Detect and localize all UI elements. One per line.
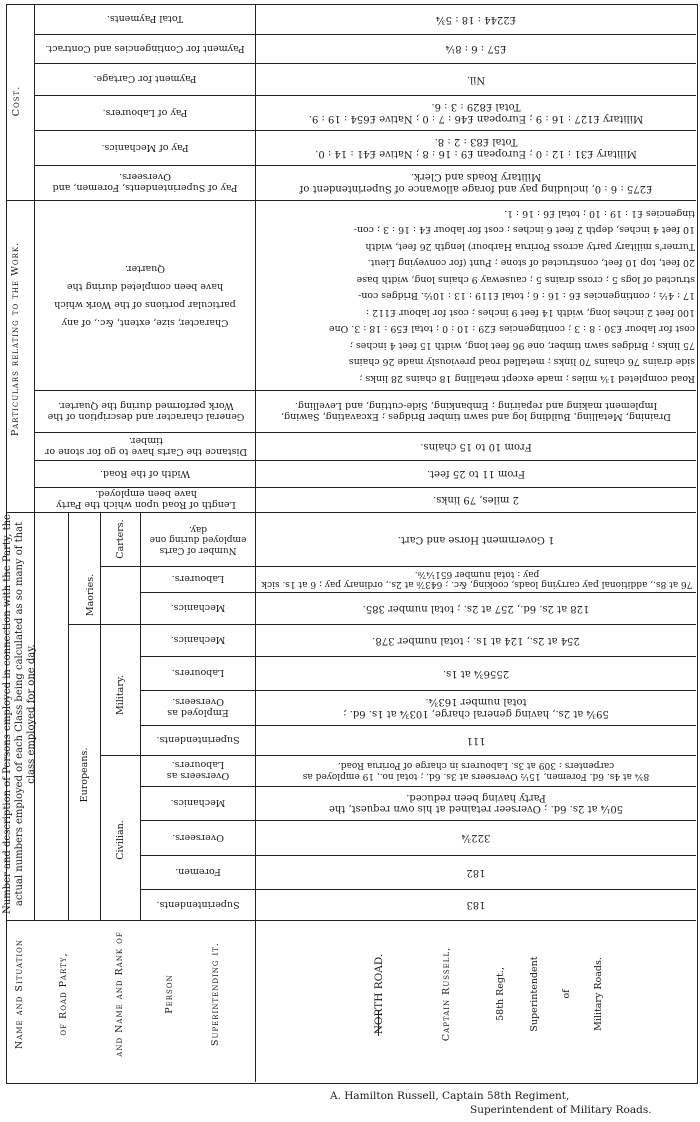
persons-section-title: Number and description of Persons employed in connection with the Party, the actual numbers employed of each Class being calculated as so many of that class employed for one day. bbox=[2, 514, 37, 914]
civilian-overseers-value: 322¾ bbox=[461, 832, 491, 844]
captain-line-3: Superintendent bbox=[528, 956, 540, 1032]
work-character-label: Character, size, extent, &c., of any particular portions of the Work which have been completed during the Quarter. bbox=[54, 263, 236, 328]
length-value: 2 miles, 79 links. bbox=[433, 494, 519, 506]
general-character-label: General character and description of the Work performed during the Quarter. bbox=[47, 400, 245, 422]
carters-label: Carters. bbox=[114, 519, 126, 559]
military-labourers-label: Labourers. bbox=[171, 667, 225, 679]
total-payments-value: £2244 : 18 : 5¾ bbox=[435, 13, 517, 25]
captain-line-1: Captain Russell, bbox=[440, 946, 452, 1042]
military-mechanics-value: 254 at 2s., 124 at 1s. ; total number 378. bbox=[372, 634, 580, 646]
road-name: NORTH ROAD. bbox=[373, 953, 386, 1035]
carts-label: Number of Carts employed during one day. bbox=[149, 523, 247, 555]
civilian-foremen-label: Foremen. bbox=[175, 866, 221, 878]
cost-section-title: Cost. bbox=[10, 85, 22, 117]
name-header-4: Person bbox=[163, 974, 175, 1014]
military-superintendents-value: 111 bbox=[466, 734, 486, 746]
distance-value: From 10 to 15 chains. bbox=[420, 440, 532, 452]
superintendents-pay-value: £275 : 6 : 0, including pay and forage allowance of Superintendent of Military Roads and Clerk. bbox=[299, 171, 653, 194]
maories-label: Maories. bbox=[84, 573, 96, 617]
captain-line-4: of bbox=[560, 989, 572, 999]
name-header-2: of Road Party, bbox=[57, 952, 69, 1036]
civilian-foremen-value: 182 bbox=[466, 866, 486, 878]
contingencies-label: Payment for Contingencies and Contract. bbox=[45, 43, 245, 54]
military-mechanics-label: Mechanics. bbox=[170, 634, 226, 646]
civilian-overseers-labourers-label: Overseers as Labourers. bbox=[166, 759, 230, 782]
maori-labourers-label: Labourers. bbox=[171, 573, 225, 585]
europeans-label: Europeans. bbox=[78, 747, 90, 803]
captain-line-5: Military Roads. bbox=[592, 957, 604, 1031]
mechanics-pay-label: Pay of Mechanics. bbox=[101, 142, 189, 153]
width-value: From 11 to 25 feet. bbox=[426, 468, 526, 480]
road-rule bbox=[378, 1010, 380, 1036]
captain-line-2: 58th Regt., bbox=[494, 967, 506, 1021]
civilian-superintendents-value: 183 bbox=[466, 899, 486, 911]
cartage-label: Payment for Cartage. bbox=[93, 73, 197, 85]
signature-line-1: A. Hamilton Russell, Captain 58th Regiment, bbox=[330, 1090, 570, 1102]
military-overseers-label: Employed as Overseers. bbox=[167, 696, 229, 719]
carts-value: 1 Government Horse and Cart. bbox=[397, 533, 555, 545]
superintendents-pay-label: Pay of Superintendents, Foremen, and Overseers. bbox=[52, 171, 238, 194]
total-payments-label: Total Payments. bbox=[106, 13, 184, 25]
civilian-superintendents-label: Superintendents. bbox=[156, 899, 240, 910]
maori-mechanics-value: 128 at 2s. 6d., 257 at 2s. ; total number 385. bbox=[362, 602, 590, 614]
military-superintendents-label: Superintendents. bbox=[156, 734, 240, 746]
labourers-pay-label: Pay of Labourers. bbox=[102, 107, 188, 118]
width-label: Width of the Road. bbox=[99, 468, 191, 479]
mechanics-pay-value: Military £31 : 12 : 0 ; European £9 : 16 : 8 ; Native £41 : 14 : 0. Total £83 : 2 : 8. bbox=[315, 136, 637, 159]
work-character-value: Road completed 1¾ miles ; made except metalling 18 chains 28 links ; side drains 76 chains 70 links ; metalled road previously made 26 chains 75 links ; Bridges sawn timber, one 96 feet long, width 15 feet 4 inches ; cost for labour £30 : 8 : 3 ; contingencies £29 : 10 : 0 ; total £59 : 18 : 3. One 100 feet 2 inches long, width 14 feet 9 inches ; cost for labour £112 : 17 : 4½ ; contingencies £6 : 16 : 6 ; total £119 : 13 : 10½. Bridges con- structed of logs 5 ; cross drains 5 ; causeway 9 chains long, width base 20 feet, top 10 feet, constructed of stone ; Punt (for conveying Lieut. Turner's military party across Porirua Harbour) length 26 feet, width 10 feet 4 inches, depth 2 feet 6 inches ; cost for labour £4 : 16 : 3 ; con- tingencies £1 : 19 : 10 ; total £6 : 16 : 1. bbox=[328, 207, 695, 384]
military-overseers-value: 59¾ at 2s., having general charge, 103¾ at 1s. 6d. ; total number 163¾. bbox=[343, 696, 609, 719]
civilian-mechanics-label: Mechanics. bbox=[170, 797, 226, 809]
name-header-5: Superintending it. bbox=[209, 942, 221, 1046]
particulars-section-title: Particulars relating to the Work. bbox=[9, 241, 21, 437]
maori-mechanics-label: Mechanics. bbox=[170, 602, 226, 614]
maori-labourers-value: 76 at 8s., additional pay carrying loads, cooking, &c. ; 643⅞ at 2s., ordinary pay ; 6 at 1s. sick pay : total number 651¼⅞. bbox=[261, 569, 693, 590]
name-header-1: Name and Situation bbox=[13, 938, 25, 1050]
civilian-overseers-label: Overseers. bbox=[172, 832, 224, 843]
labourers-pay-value: Military £127 : 16 : 9 ; European £46 : 7 : 0 ; Native £654 : 19 : 9. Total £829 : 3 : 6. bbox=[308, 101, 644, 124]
signature-line-2: Superintendent of Military Roads. bbox=[470, 1104, 652, 1116]
distance-label: Distance the Carts have to go for stone or timber. bbox=[44, 435, 248, 457]
military-labourers-value: 2556¾ at 1s. bbox=[442, 667, 510, 679]
name-header-3: and Name and Rank of bbox=[113, 931, 125, 1057]
length-label: Length of Road upon which the Party have been employed. bbox=[56, 488, 236, 511]
civilian-mechanics-value: 50¼ at 2s. 6d. ; Overseer retained at his own request, the Party having been reduced. bbox=[328, 792, 624, 815]
cartage-value: Nil. bbox=[466, 73, 486, 85]
civilian-overseers-labourers-value: 8¾ at 4s. 6d. Foremen, 15½ Overseers at 3s. 6d. ; total no., 19 employed as carpenters : 309 at 3s. Labourers in charge of Porirua Road. bbox=[302, 760, 650, 781]
general-character-value: Draining, Metalling, Building log and sawn timber Bridges ; Excavating, Sawing, Implement making and repairing ; Embanking, Side-cutting, and Levelling. bbox=[280, 400, 672, 423]
military-label: Military. bbox=[114, 675, 126, 715]
civilian-label: Civilian. bbox=[114, 820, 126, 860]
contingencies-value: £57 : 6 : 8¼ bbox=[445, 43, 507, 55]
